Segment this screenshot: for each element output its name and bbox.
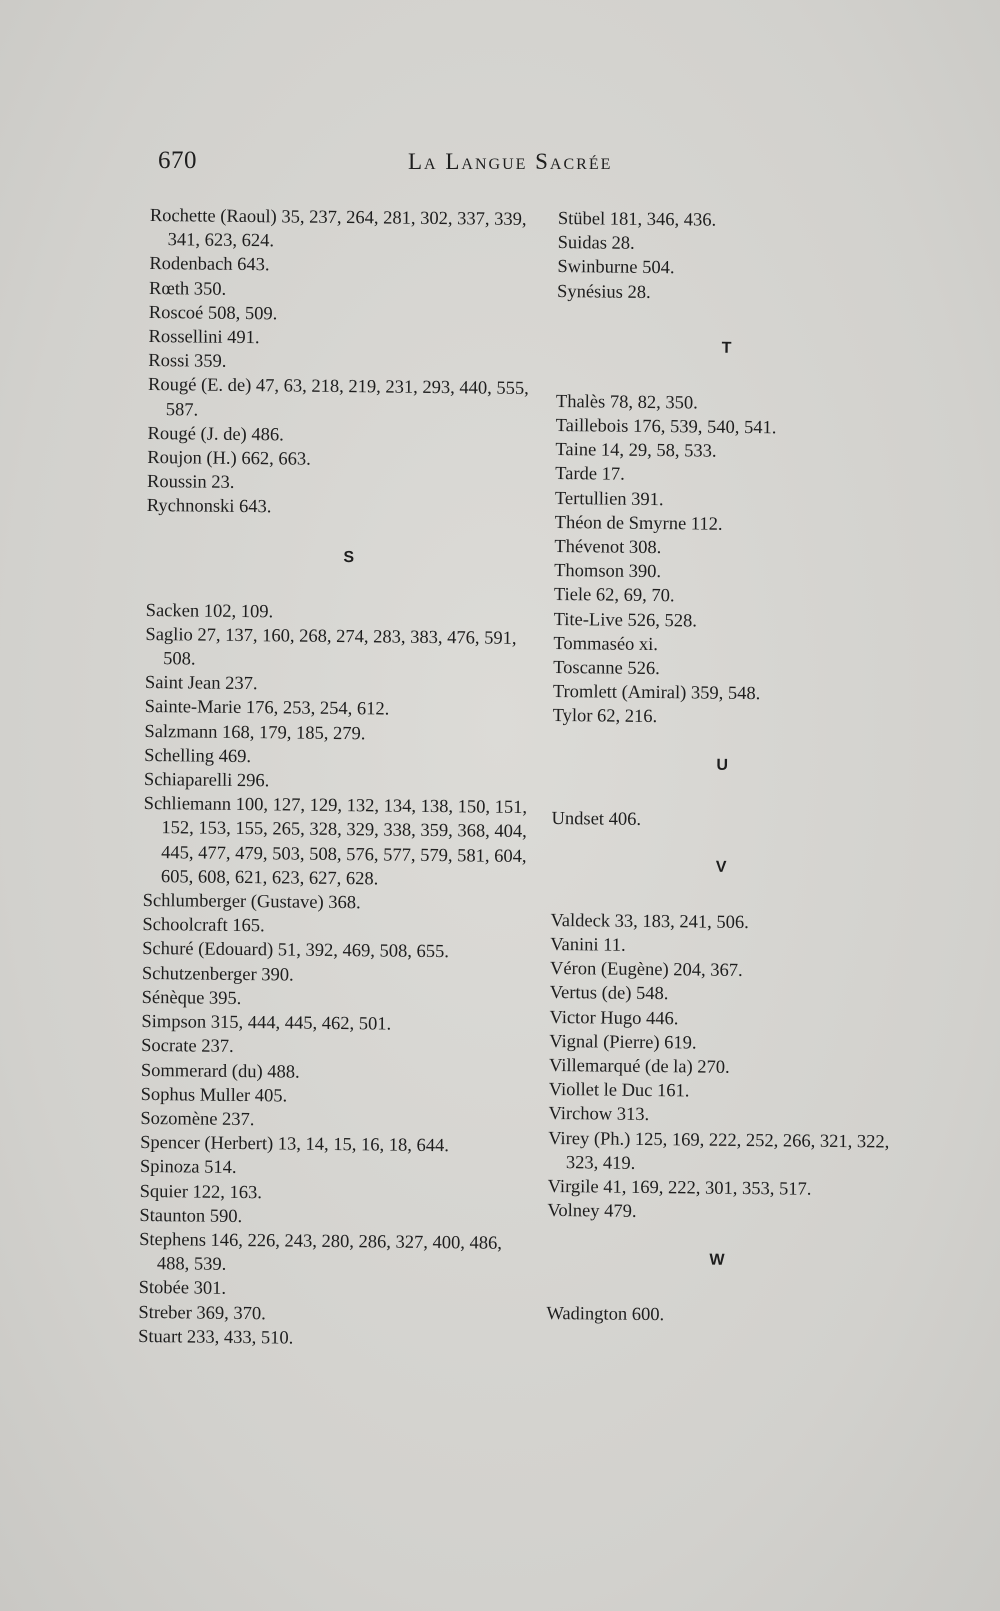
index-entry: Roussin 23. [146, 472, 235, 494]
index-entry: Suidas 28. [557, 233, 635, 255]
index-entry: Taillebois 176, 539, 540, 541. [555, 416, 777, 439]
index-entry: Schlumberger (Gustave) 368. [142, 891, 361, 914]
index-entry: Rochette (Raoul) 35, 237, 264, 281, 302, 337, 339, 341, 623, 624. [149, 205, 527, 252]
index-entry: Volney 479. [547, 1201, 637, 1223]
index-entry: Spencer (Herbert) 13, 14, 15, 16, 18, 644. [140, 1133, 450, 1157]
running-title: La Langue Sacrée [408, 149, 613, 174]
index-entry: Théon de Smyrne 112. [554, 512, 723, 535]
index-entry: Schutzenberger 390. [141, 963, 294, 986]
index-entry: Tommaséo xi. [553, 633, 659, 655]
index-entry: Sénèque 395. [141, 987, 242, 1009]
index-entry: Thévenot 308. [554, 537, 662, 559]
index-entry: Stuart 233, 433, 510. [138, 1326, 294, 1349]
index-entry: Sozomène 237. [140, 1108, 255, 1131]
index-entry: Stobée 301. [138, 1278, 227, 1300]
index-entry: Rossellini 491. [148, 327, 260, 349]
index-entry: Swinburne 504. [557, 257, 675, 279]
index-entry: Wadington 600. [546, 1303, 665, 1325]
index-entry: Spinoza 514. [139, 1157, 237, 1179]
index-entry: Villemarqué (de la) 270. [548, 1056, 730, 1078]
index-entry: Schiaparelli 296. [143, 770, 270, 792]
index-entry: Sophus Muller 405. [140, 1084, 288, 1107]
index-entry: Toscanne 526. [553, 658, 660, 680]
section-letter-w: W [709, 1251, 725, 1269]
index-entry: Rougé (J. de) 486. [147, 423, 284, 446]
index-group-s-continued [557, 207, 918, 308]
index-entry: Virey (Ph.) 125, 169, 222, 252, 266, 321, 322, 323, 419. [548, 1128, 890, 1174]
index-entry: Undset 406. [551, 808, 642, 830]
index-entry: Schoolcraft 165. [142, 915, 265, 937]
index-entry: Schelling 469. [144, 745, 252, 767]
index-entry: Sommerard (du) 488. [140, 1060, 300, 1083]
index-entry: Tromlett (Amiral) 359, 548. [552, 682, 761, 705]
index-entry: Valdeck 33, 183, 241, 506. [550, 910, 749, 933]
index-entry: Viollet le Duc 161. [548, 1080, 690, 1102]
index-entry: Tylor 62, 216. [552, 706, 658, 728]
index-entry: Rodenbach 643. [149, 254, 270, 276]
index-entry: Sacken 102, 109. [145, 600, 274, 622]
index-entry: Taine 14, 29, 58, 533. [555, 440, 717, 462]
index-entry: Stephens 146, 226, 243, 280, 286, 327, 400, 486, 488, 539. [139, 1229, 503, 1275]
section-letter-u: U [716, 756, 729, 774]
index-entry: Tertullien 391. [554, 488, 664, 510]
index-entry: Tarde 17. [555, 464, 625, 486]
index-group-w [546, 1301, 906, 1329]
index-entry: Streber 369, 370. [138, 1302, 266, 1324]
page-header [158, 147, 858, 187]
index-entry: Staunton 590. [139, 1205, 243, 1227]
index-column-right [546, 207, 918, 1329]
index-group-r [147, 204, 535, 523]
index-group-s [138, 599, 531, 1353]
index-entry: Vanini 11. [550, 935, 626, 956]
index-entry: Roujon (H.) 662, 663. [147, 448, 311, 470]
index-entry: Salzmann 168, 179, 185, 279. [144, 721, 366, 744]
index-group-u [551, 807, 911, 835]
index-entry: Roscoé 508, 509. [148, 302, 278, 325]
index-entry: Saint Jean 237. [144, 673, 258, 695]
index-group-t [553, 390, 917, 733]
section-letter-t: T [721, 339, 732, 357]
index-entry: Simpson 315, 444, 445, 462, 501. [141, 1012, 392, 1035]
index-entry: Socrate 237. [141, 1036, 234, 1058]
index-entry: Victor Hugo 446. [549, 1007, 679, 1029]
index-entry: Rougé (E. de) 47, 63, 218, 219, 231, 293, 440, 555, 587. [147, 375, 529, 421]
section-letter-v: V [715, 858, 727, 876]
index-entry: Thalès 78, 82, 350. [555, 391, 698, 414]
index-entry: Schuré (Edouard) 51, 392, 469, 508, 655. [142, 939, 450, 963]
index-entry: Sainte-Marie 176, 253, 254, 612. [144, 697, 390, 720]
index-entry: Vertus (de) 548. [549, 983, 669, 1005]
index-entry: Rychnonski 643. [146, 496, 272, 518]
index-group-v [547, 909, 910, 1227]
index-entry: Virgile 41, 169, 222, 301, 353, 517. [547, 1177, 812, 1200]
index-column-left [138, 204, 535, 1353]
index-entry: Squier 122, 163. [139, 1181, 263, 1203]
index-entry: Virchow 313. [548, 1104, 650, 1126]
index-entry: Thomson 390. [554, 561, 662, 583]
index-entry: Saglio 27, 137, 160, 268, 274, 283, 383, 476, 591, 508. [145, 624, 517, 670]
index-entry: Schliemann 100, 127, 129, 132, 134, 138, 150, 151, 152, 153, 155, 265, 328, 329, 338, 359, 368, 404, 445, 477, 479, 503, 508, 576, 577, 579, 581, 604, 605, 608, 621, 623, 627, 628. [143, 794, 528, 890]
index-entry: Rœth 350. [149, 278, 227, 300]
section-letter-s: S [343, 548, 355, 566]
index-entry: Tite-Live 526, 528. [553, 609, 697, 632]
index-entry: Synésius 28. [557, 281, 651, 303]
index-entry: Stübel 181, 346, 436. [557, 208, 717, 231]
index-entry: Vignal (Pierre) 619. [549, 1031, 697, 1054]
page-number: 670 [158, 147, 197, 174]
index-entry: Rossi 359. [148, 351, 227, 373]
index-entry: Véron (Eugène) 204, 367. [549, 959, 743, 982]
index-entry: Tiele 62, 69, 70. [553, 585, 675, 607]
